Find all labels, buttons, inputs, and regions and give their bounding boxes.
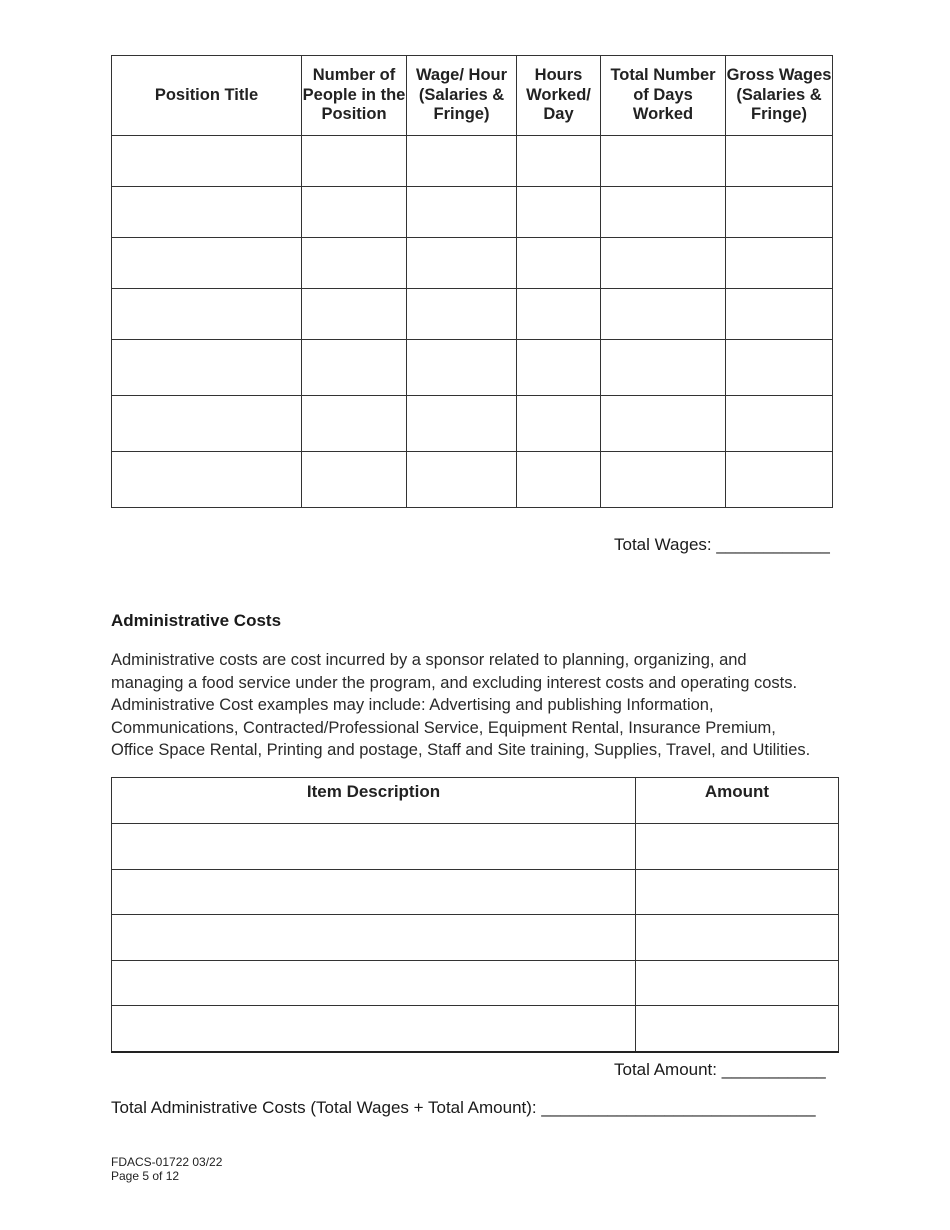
- table-cell[interactable]: [636, 1006, 839, 1052]
- table-cell[interactable]: [407, 136, 517, 187]
- table-cell[interactable]: [112, 1006, 636, 1052]
- paragraph-line: Administrative costs are cost incurred by a sponsor related to planning, organizing, and: [111, 651, 747, 669]
- wages-header-row: [112, 56, 833, 136]
- table-row: [112, 340, 833, 396]
- table-cell[interactable]: [302, 452, 407, 508]
- table-cell[interactable]: [112, 238, 302, 289]
- table-cell[interactable]: [517, 187, 601, 238]
- table-cell[interactable]: [112, 289, 302, 340]
- table-cell[interactable]: [601, 452, 726, 508]
- table-cell[interactable]: [302, 396, 407, 452]
- table-cell[interactable]: [726, 289, 833, 340]
- table-row: [112, 960, 839, 1006]
- table-cell[interactable]: [112, 340, 302, 396]
- table-row: [112, 396, 833, 452]
- table-cell[interactable]: [601, 136, 726, 187]
- table-cell[interactable]: [112, 187, 302, 238]
- header-position-title: Position Title: [112, 56, 302, 136]
- table-row: [112, 869, 839, 915]
- paragraph-line: Communications, Contracted/Professional Service, Equipment Rental, Insurance Premium,: [111, 718, 776, 737]
- table-cell[interactable]: [636, 869, 839, 915]
- table-row: [112, 824, 839, 870]
- cost-table: [111, 777, 839, 1053]
- table-cell[interactable]: [636, 915, 839, 961]
- table-cell[interactable]: [407, 187, 517, 238]
- total-amount-field[interactable]: Total Amount: ___________: [614, 1060, 826, 1079]
- page-number: Page 5 of 12: [111, 1169, 180, 1183]
- table-cell[interactable]: [636, 960, 839, 1006]
- table-cell[interactable]: [112, 915, 636, 961]
- table-row: [112, 187, 833, 238]
- table-cell[interactable]: [517, 136, 601, 187]
- table-cell[interactable]: [112, 396, 302, 452]
- header-item-description: Item Description: [112, 778, 636, 824]
- paragraph-line: Office Space Rental, Printing and postage, Staff and Site training, Supplies, Travel, and Utilities.: [111, 741, 811, 759]
- table-cell[interactable]: [726, 238, 833, 289]
- table-cell[interactable]: [601, 396, 726, 452]
- form-number: FDACS-01722 03/22: [111, 1155, 223, 1169]
- header-number-of-people: Number of People in the Position: [302, 56, 407, 136]
- table-cell[interactable]: [112, 960, 636, 1006]
- table-cell[interactable]: [726, 396, 833, 452]
- paragraph-line: managing a food service under the program, and excluding interest costs and operating costs.: [111, 673, 798, 692]
- table-cell[interactable]: [517, 396, 601, 452]
- header-hours-worked: Hours Worked/ Day: [517, 56, 601, 136]
- table-cell[interactable]: [726, 340, 833, 396]
- table-cell[interactable]: [601, 289, 726, 340]
- header-total-days: Total Number of Days Worked: [601, 56, 726, 136]
- table-cell[interactable]: [407, 340, 517, 396]
- total-wages-field[interactable]: Total Wages: ____________: [614, 535, 830, 554]
- table-cell[interactable]: [302, 238, 407, 289]
- total-admin-costs-field[interactable]: Total Administrative Costs (Total Wages + Total Amount): _____________________________: [111, 1098, 816, 1117]
- table-cell[interactable]: [302, 136, 407, 187]
- table-cell[interactable]: [112, 869, 636, 915]
- table-cell[interactable]: [407, 396, 517, 452]
- cost-header-row: [112, 778, 839, 824]
- table-cell[interactable]: [517, 340, 601, 396]
- paragraph-line: Administrative Cost examples may include: Advertising and publishing Information,: [111, 696, 714, 714]
- table-cell[interactable]: [726, 187, 833, 238]
- table-cell[interactable]: [601, 187, 726, 238]
- header-amount: Amount: [636, 778, 839, 824]
- table-row: [112, 289, 833, 340]
- wages-table: [111, 55, 833, 508]
- table-cell[interactable]: [112, 824, 636, 870]
- table-cell[interactable]: [601, 238, 726, 289]
- table-cell[interactable]: [112, 452, 302, 508]
- header-gross-wages: Gross Wages (Salaries & Fringe): [726, 56, 833, 136]
- table-row: [112, 915, 839, 961]
- table-cell[interactable]: [112, 136, 302, 187]
- table-cell[interactable]: [601, 340, 726, 396]
- table-row: [112, 238, 833, 289]
- table-cell[interactable]: [407, 289, 517, 340]
- table-cell[interactable]: [302, 187, 407, 238]
- section-heading: Administrative Costs: [111, 611, 282, 630]
- table-cell[interactable]: [407, 452, 517, 508]
- table-cell[interactable]: [726, 452, 833, 508]
- table-cell[interactable]: [302, 340, 407, 396]
- table-row: [112, 1006, 839, 1052]
- page-footer: [111, 1155, 222, 1183]
- table-cell[interactable]: [726, 136, 833, 187]
- table-cell[interactable]: [517, 289, 601, 340]
- table-row: [112, 452, 833, 508]
- header-wage-per-hour: Wage/ Hour (Salaries & Fringe): [407, 56, 517, 136]
- table-cell[interactable]: [517, 452, 601, 508]
- table-cell[interactable]: [517, 238, 601, 289]
- table-cell[interactable]: [407, 238, 517, 289]
- table-row: [112, 136, 833, 187]
- admin-description: [111, 649, 846, 762]
- table-cell[interactable]: [636, 824, 839, 870]
- table-cell[interactable]: [302, 289, 407, 340]
